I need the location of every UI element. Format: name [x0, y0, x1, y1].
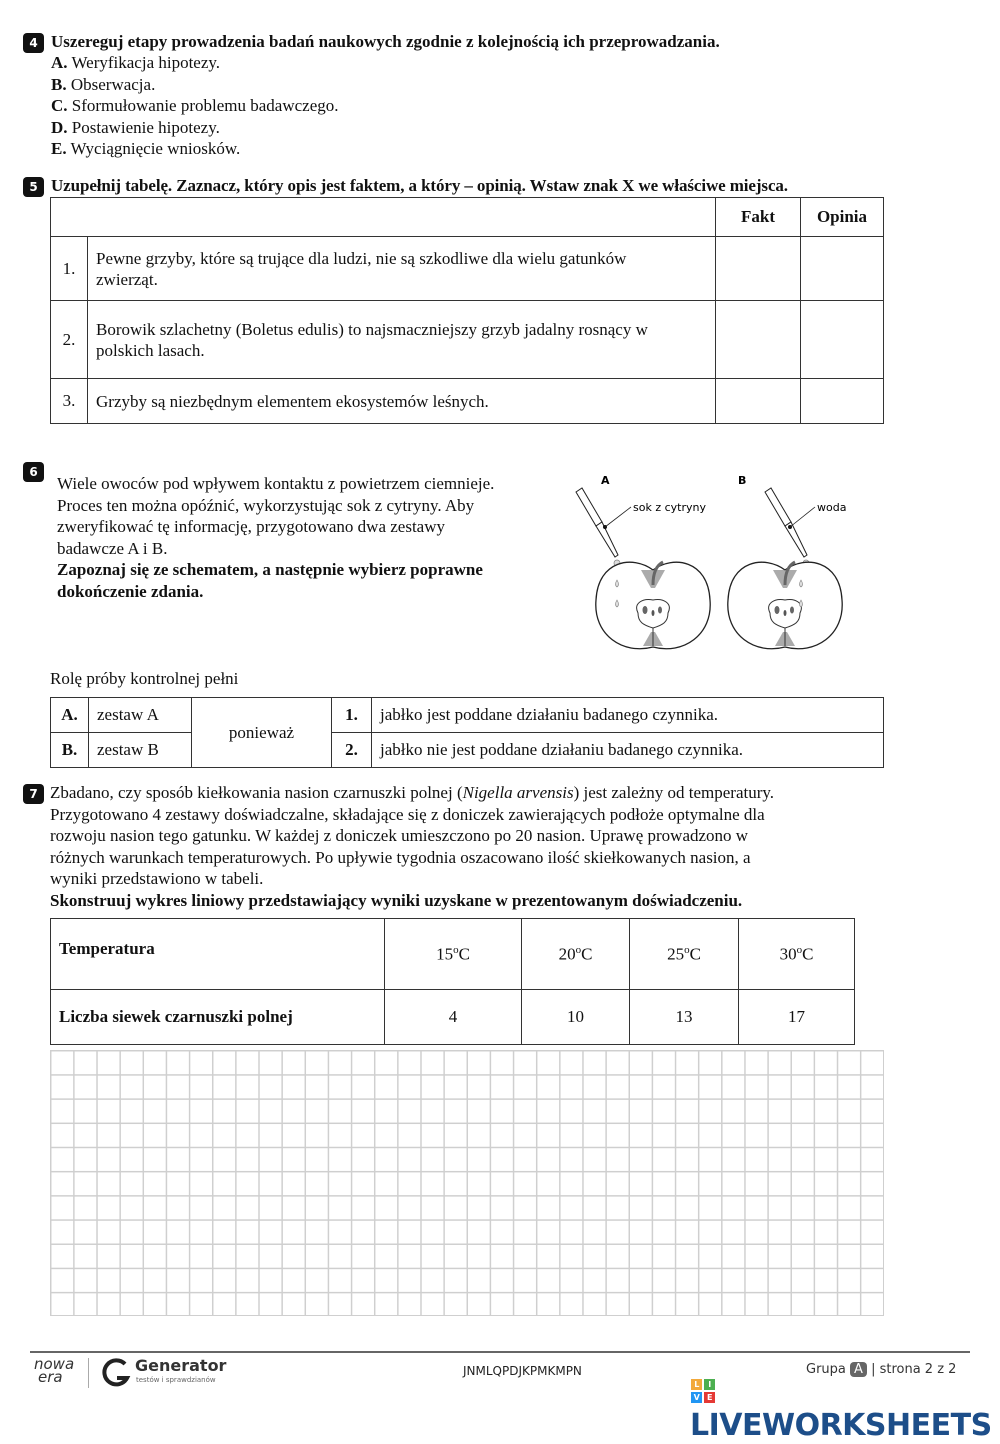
logo-text: nowa — [34, 1355, 75, 1373]
degree-sup: o — [453, 943, 459, 956]
watermark-text: LIVEWORKSHEETS — [690, 1408, 992, 1443]
table-row — [51, 301, 884, 379]
text-line — [50, 782, 774, 804]
badge-letter: V — [691, 1392, 702, 1403]
grupa-badge: A — [850, 1362, 867, 1377]
choice-reason-text[interactable]: jabłko nie jest poddane działaniu badanego czynnika. — [372, 733, 884, 768]
pipette-a-icon — [576, 488, 631, 566]
temp-unit: C — [458, 944, 470, 964]
row-label-temperature: Temperatura — [51, 919, 385, 990]
choice-letter[interactable]: A. — [51, 698, 89, 733]
header-opinion: Opinia — [801, 198, 884, 237]
liquid-label-a: sok z cytryny — [633, 501, 706, 514]
badge-letter: E — [704, 1392, 715, 1403]
count-cell: 13 — [630, 990, 739, 1045]
text-line: rozwoju nasion tego gatunku. W każdej z doniczek umieszczono po 20 nasion. Uprawę prowadzono w — [50, 826, 749, 845]
option-text: Weryfikacja hipotezy. — [67, 53, 221, 72]
choice-text[interactable]: zestaw B — [89, 733, 192, 768]
fact-checkbox-cell[interactable] — [716, 301, 801, 379]
q6-sentence-start: Rolę próby kontrolnej pełni — [50, 669, 239, 688]
table-row — [51, 379, 884, 424]
option-letter: B. — [51, 74, 67, 94]
fact-checkbox-cell[interactable] — [716, 379, 801, 424]
temp-unit: C — [689, 944, 701, 964]
q4-options-list — [51, 52, 339, 160]
row-number: 2. — [51, 301, 88, 379]
opinion-checkbox-cell[interactable] — [801, 301, 884, 379]
text-line: Przygotowano 4 zestawy doświadczalne, składające się z doniczek zawierających podłoże optymalne dla — [50, 804, 765, 824]
text-line-bold: Skonstruuj wykres liniowy przedstawiający wyniki uzyskane w prezentowanym doświadczeniu. — [50, 890, 743, 910]
nowa-era-logo — [34, 1355, 75, 1386]
header-fact: Fakt — [716, 198, 801, 237]
footer-divider — [30, 1351, 970, 1353]
desc-line: Borowik szlachetny (Boletus edulis) to najsmaczniejszy grzyb jadalny rosnący w — [96, 319, 648, 339]
option-text: Obserwacja. — [66, 74, 156, 94]
badge-letter: I — [704, 1379, 715, 1390]
text-line: zweryfikować tę informację, przygotowano dwa zestawy — [57, 517, 446, 536]
q6-text — [57, 473, 494, 602]
q7-text — [50, 782, 774, 911]
q4-option — [51, 74, 339, 96]
text-line: różnych warunkach temperaturowych. Po upływie tygodnia oszacowano ilość skiełkowanych nasion, a — [50, 847, 751, 867]
question-number-badge: 5 — [23, 177, 44, 197]
option-letter: E. — [51, 139, 67, 158]
desc-line: polskich lasach. — [96, 340, 205, 360]
label-set-b: B — [738, 474, 747, 487]
text-line: Proces ten można opóźnić, wykorzystując sok z cytryny. Aby — [57, 495, 475, 515]
desc-line: Pewne grzyby, które są trujące dla ludzi, nie są szkodliwe dla wielu gatunków — [96, 248, 627, 268]
label-set-a: A — [601, 474, 610, 487]
temp-value: 25 — [667, 944, 685, 964]
text-segment: Zbadano, czy sposób kiełkowania nasion czarnuszki polnej ( — [50, 783, 463, 802]
test-code: JNMLQPDJKPMKMPN — [463, 1364, 582, 1378]
question-number-badge: 6 — [23, 462, 44, 482]
count-cell: 17 — [739, 990, 855, 1045]
desc-line: zwierząt. — [96, 269, 158, 289]
liquid-label-b: woda — [817, 501, 847, 514]
badge-letter: L — [691, 1379, 702, 1390]
temp-value: 20 — [558, 944, 576, 964]
graph-paper-drawing-area[interactable] — [50, 1050, 884, 1316]
q4-option — [51, 138, 339, 160]
option-text: Wyciągnięcie wniosków. — [66, 139, 241, 158]
choice-letter[interactable]: B. — [51, 733, 89, 768]
live-badge-icon — [690, 1378, 716, 1404]
germination-data-table — [50, 918, 855, 1045]
degree-sup: o — [796, 943, 803, 956]
opinion-checkbox-cell[interactable] — [801, 379, 884, 424]
text-line-bold: Zapoznaj się ze schematem, a następnie wybierz poprawne — [57, 560, 483, 579]
option-letter: A. — [51, 53, 68, 72]
row-label-seedlings: Liczba siewek czarnuszki polnej — [51, 990, 385, 1045]
degree-sup: o — [684, 943, 690, 956]
page-info: | strona 2 z 2 — [871, 1362, 957, 1377]
temp-value: 30 — [779, 944, 797, 964]
connector-text: ponieważ — [192, 698, 332, 768]
option-text: Sformułowanie problemu badawczego. — [67, 96, 339, 115]
choice-table — [50, 697, 884, 768]
liveworksheets-watermark — [690, 1372, 1000, 1444]
temp-unit: C — [802, 944, 814, 964]
desc-line: Grzyby są niezbędnym elementem ekosystemów leśnych. — [96, 391, 489, 411]
row-description — [88, 237, 716, 301]
question-number-badge: 4 — [23, 33, 44, 53]
logo-text: era — [38, 1368, 63, 1386]
fact-checkbox-cell[interactable] — [716, 237, 801, 301]
option-letter: C. — [51, 96, 68, 115]
text-segment: ) jest zależny od temperatury. — [573, 783, 775, 802]
row-number: 1. — [51, 237, 88, 301]
text-line-bold: dokończenie zdania. — [57, 581, 204, 601]
text-line: badawcze A i B. — [57, 538, 168, 558]
opinion-checkbox-cell[interactable] — [801, 237, 884, 301]
temperature-cell — [385, 919, 522, 990]
row-description — [88, 301, 716, 379]
temp-unit: C — [581, 944, 593, 964]
option-text: Postawienie hipotezy. — [67, 117, 220, 137]
choice-reason-text[interactable]: jabłko jest poddane działaniu badanego czynnika. — [372, 698, 884, 733]
species-name: Nigella arvensis — [462, 783, 574, 802]
apple-a-icon — [596, 562, 710, 649]
table-header-empty — [51, 198, 716, 237]
apple-b-icon — [728, 562, 842, 649]
generator-subtitle: testów i sprawdzianów — [136, 1376, 216, 1384]
row-number: 3. — [51, 379, 88, 424]
apple-experiment-diagram — [560, 460, 880, 660]
temp-value: 15 — [436, 944, 454, 964]
logo-divider — [88, 1358, 89, 1388]
q4-option — [51, 95, 339, 117]
generator-title: Generator — [135, 1356, 227, 1375]
q5-instruction: Uzupełnij tabelę. Zaznacz, który opis jest faktem, a który – opinią. Wstaw znak X we właściwe miejsca. — [51, 176, 788, 195]
temperature-cell — [630, 919, 739, 990]
question-number-badge: 7 — [23, 784, 44, 804]
count-cell: 10 — [522, 990, 630, 1045]
q4-option — [51, 117, 339, 139]
option-letter: D. — [51, 117, 68, 137]
grupa-label: Grupa — [806, 1362, 846, 1377]
choice-text[interactable]: zestaw A — [89, 698, 192, 733]
temperature-cell — [522, 919, 630, 990]
pipette-b-icon — [765, 488, 815, 566]
temperature-cell — [739, 919, 855, 990]
text-line: Wiele owoców pod wpływem kontaktu z powietrzem ciemnieje. — [57, 474, 495, 493]
row-description — [88, 379, 716, 424]
q4-option — [51, 52, 339, 74]
choice-number[interactable]: 2. — [332, 733, 372, 768]
fact-opinion-table — [50, 197, 884, 424]
degree-sup: o — [575, 943, 582, 956]
q4-instruction: Uszereguj etapy prowadzenia badań naukowych zgodnie z kolejnością ich przeprowadzania. — [51, 32, 720, 51]
count-cell: 4 — [385, 990, 522, 1045]
text-line: wyniki przedstawiono w tabeli. — [50, 869, 264, 888]
generator-logo-icon — [101, 1356, 131, 1388]
choice-number[interactable]: 1. — [332, 698, 372, 733]
table-row — [51, 237, 884, 301]
